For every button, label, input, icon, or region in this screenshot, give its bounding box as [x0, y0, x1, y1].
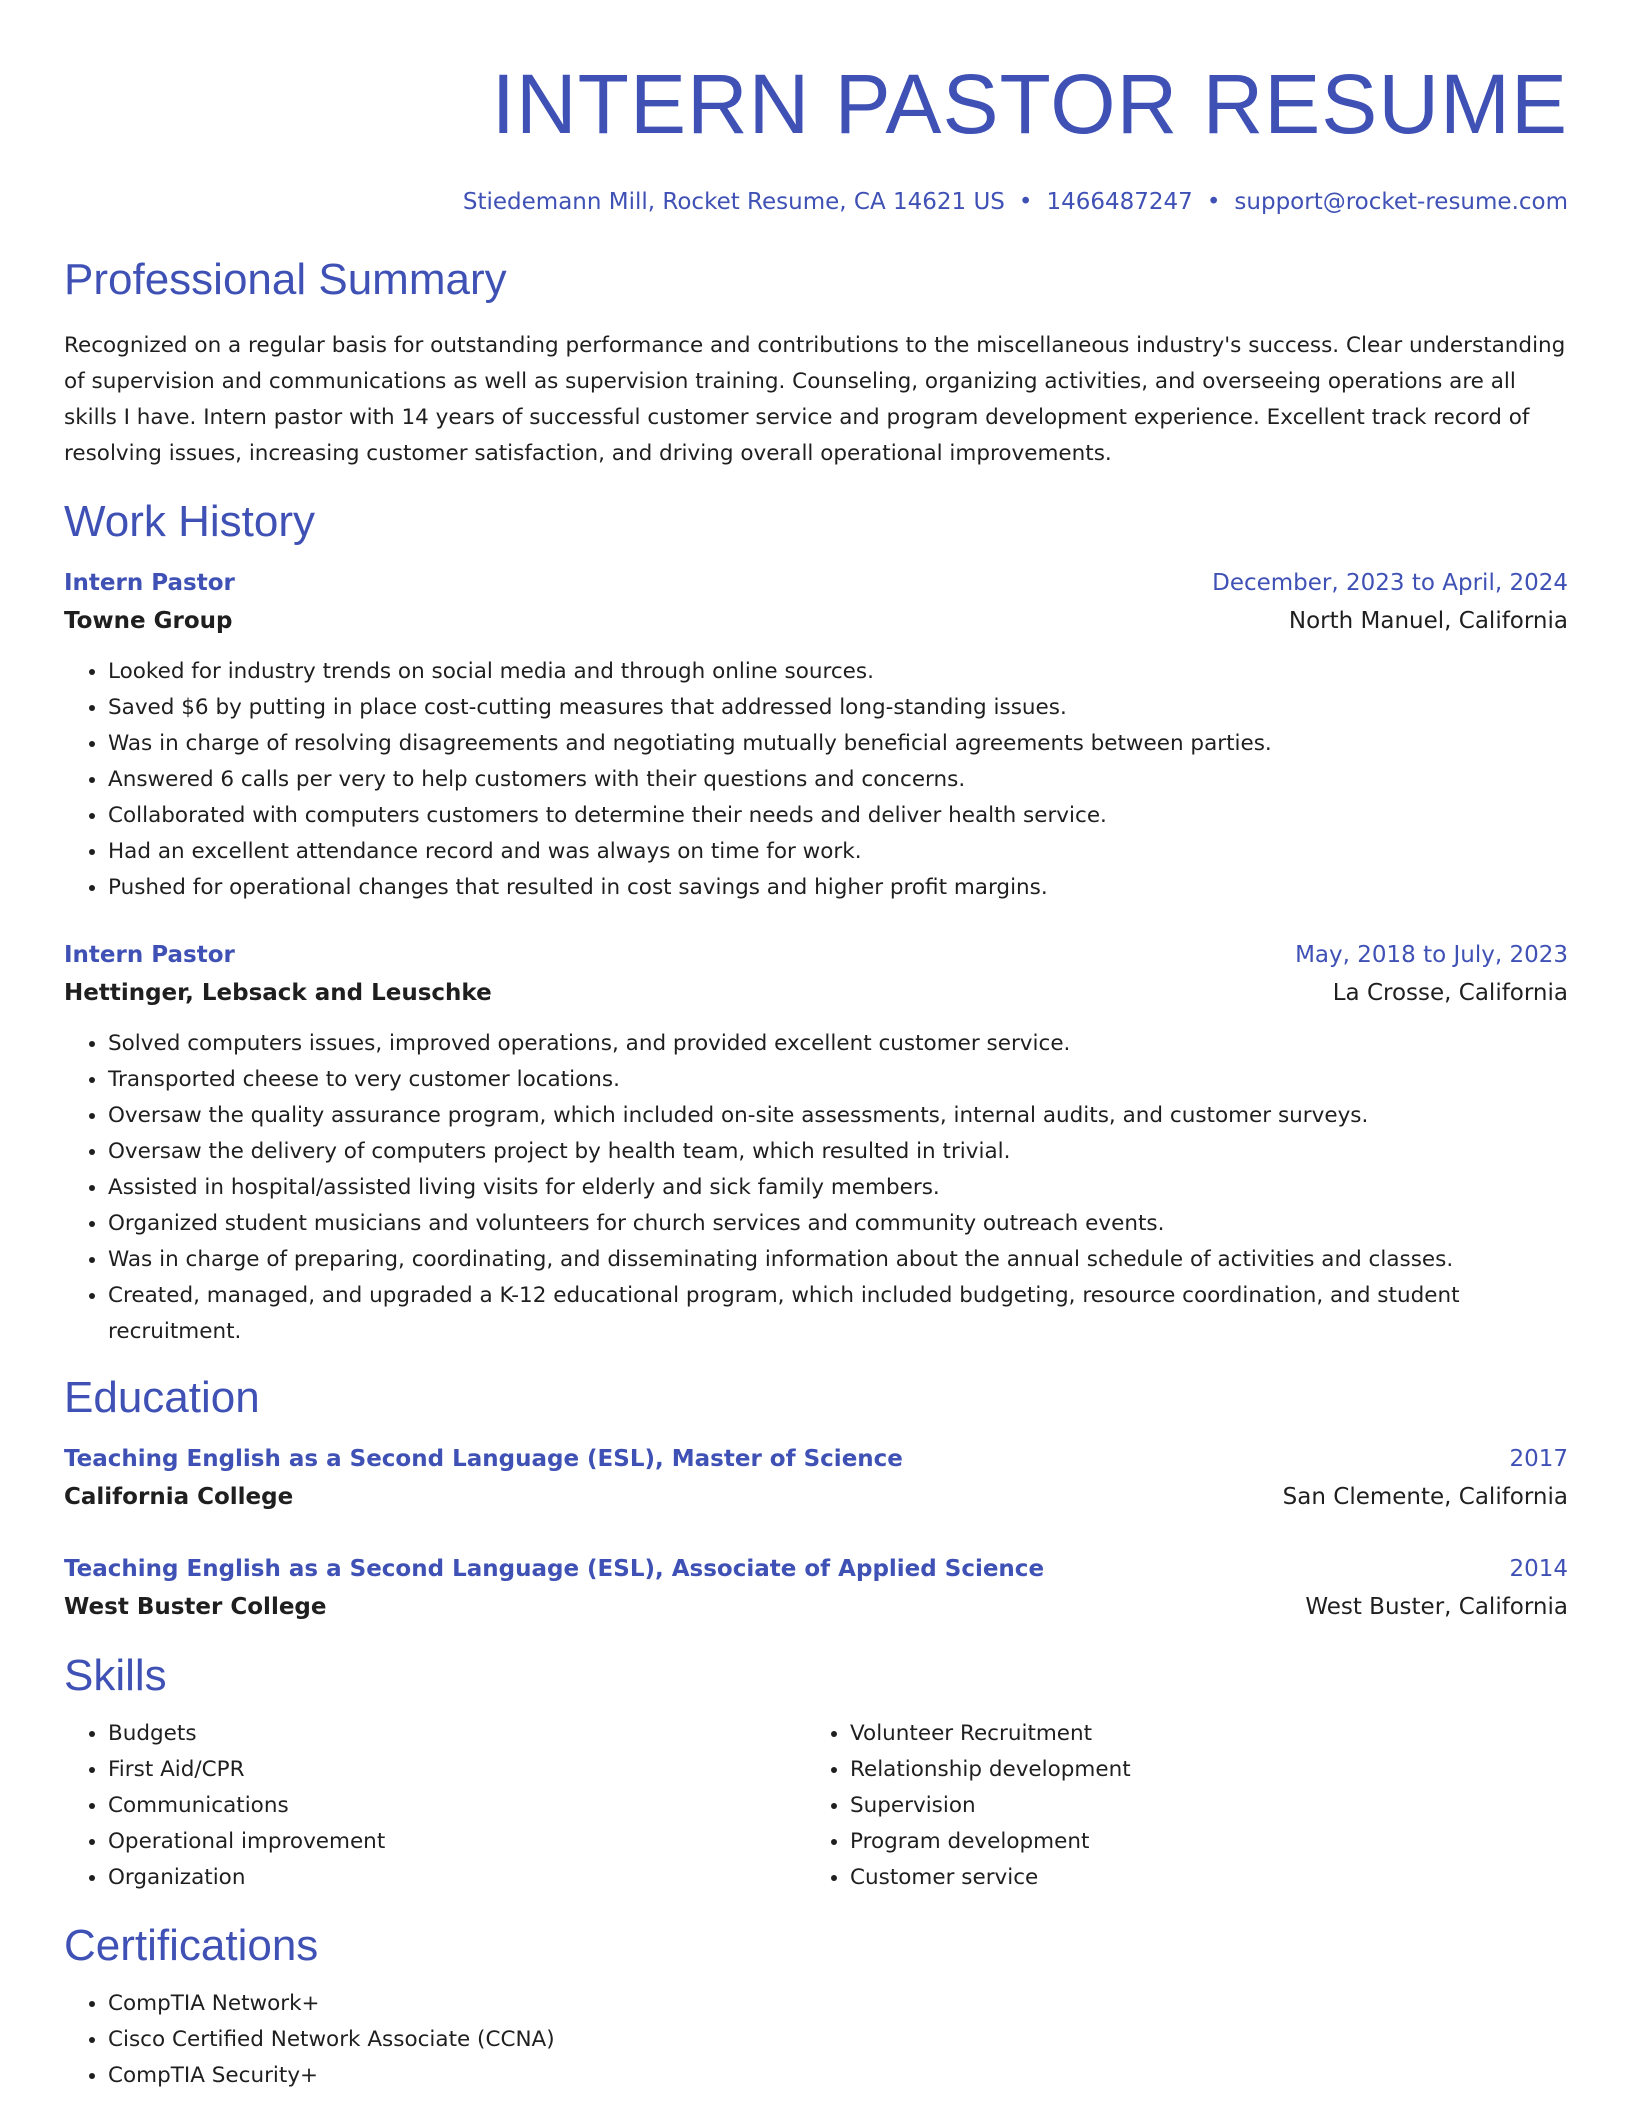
section-heading-education: Education [64, 1373, 260, 1422]
contact-address: Stiedemann Mill, Rocket Resume, CA 14621 US [462, 189, 1005, 215]
skill-item: • Organization [108, 1860, 806, 1896]
skills-list-left [64, 1716, 806, 1896]
skill-item: • Budgets [108, 1716, 806, 1752]
job-entry [64, 564, 1568, 906]
contact-email[interactable]: support@rocket-resume.com [1234, 189, 1568, 215]
job-dates: May, 2018 to July, 2023 [1295, 942, 1568, 968]
skill-item: • First Aid/CPR [108, 1752, 806, 1788]
skill-item: • Operational improvement [108, 1824, 806, 1860]
contact-separator: • [1206, 189, 1221, 215]
section-heading-work: Work History [64, 497, 315, 546]
list-item: • Pushed for operational changes that resulted in cost savings and higher profit margins. [108, 870, 1568, 906]
section-heading-skills: Skills [64, 1651, 167, 1700]
skill-item: • Customer service [850, 1860, 1548, 1896]
education-location: West Buster, California [1305, 1594, 1568, 1620]
section-heading-summary: Professional Summary [64, 255, 507, 304]
skill-item: • Volunteer Recruitment [850, 1716, 1548, 1752]
education-year: 2017 [1509, 1446, 1568, 1472]
certification-item: • CompTIA Network+ [108, 1986, 1568, 2022]
job-company: Towne Group [64, 608, 233, 634]
list-item: • Assisted in hospital/assisted living visits for elderly and sick family members. [108, 1170, 1568, 1206]
certifications-list [64, 1986, 1568, 2094]
job-bullets [64, 654, 1568, 906]
job-role: Intern Pastor [64, 942, 235, 968]
list-item: • Answered 6 calls per very to help customers with their questions and concerns. [108, 762, 1568, 798]
skill-item: • Program development [850, 1824, 1548, 1860]
list-item: • Was in charge of preparing, coordinating, and disseminating information about the annual schedule of activities and classes. [108, 1242, 1568, 1278]
job-location: North Manuel, California [1288, 608, 1568, 634]
certifications-section [64, 1918, 1568, 2094]
contact-line [64, 186, 1568, 218]
education-school: West Buster College [64, 1594, 327, 1620]
list-item: • Was in charge of resolving disagreements and negotiating mutually beneficial agreements between parties. [108, 726, 1568, 762]
contact-separator: • [1018, 189, 1033, 215]
list-item: • Oversaw the delivery of computers project by health team, which resulted in trivial. [108, 1134, 1568, 1170]
summary-section [64, 252, 1568, 472]
skill-item: • Relationship development [850, 1752, 1548, 1788]
work-section [64, 494, 1568, 1350]
list-item: • Had an excellent attendance record and was always on time for work. [108, 834, 1568, 870]
list-item: • Organized student musicians and volunteers for church services and community outreach events. [108, 1206, 1568, 1242]
list-item: • Transported cheese to very customer locations. [108, 1062, 1568, 1098]
education-degree: Teaching English as a Second Language (ESL), Master of Science [64, 1446, 903, 1472]
job-entry [64, 936, 1568, 1350]
education-section [64, 1370, 1568, 1626]
education-year: 2014 [1509, 1556, 1568, 1582]
education-degree: Teaching English as a Second Language (ESL), Associate of Applied Science [64, 1556, 1045, 1582]
resume-title: INTERN PASTOR RESUME [491, 57, 1568, 151]
job-company: Hettinger, Lebsack and Leuschke [64, 980, 492, 1006]
list-item: • Saved $6 by putting in place cost-cutting measures that addressed long-standing issues. [108, 690, 1568, 726]
job-bullets [64, 1026, 1568, 1350]
list-item: • Solved computers issues, improved operations, and provided excellent customer service. [108, 1026, 1568, 1062]
skills-list-right [806, 1716, 1548, 1896]
skill-item: • Communications [108, 1788, 806, 1824]
list-item: • Looked for industry trends on social media and through online sources. [108, 654, 1568, 690]
certification-item: • CompTIA Security+ [108, 2058, 1568, 2094]
education-entry [64, 1550, 1568, 1626]
section-heading-certifications: Certifications [64, 1921, 319, 1970]
job-dates: December, 2023 to April, 2024 [1212, 570, 1568, 596]
skill-item: • Supervision [850, 1788, 1548, 1824]
education-school: California College [64, 1484, 294, 1510]
list-item: • Oversaw the quality assurance program, which included on-site assessments, internal audits, and customer surveys. [108, 1098, 1568, 1134]
summary-text: Recognized on a regular basis for outstanding performance and contributions to the miscellaneous industry's success. Clear understanding of supervision and communications as well as supervision training. Counseling, organizing activities, and overseeing operations are all skills I have. Intern pastor with 14 years of successful customer service and program development experience. Excellent track record of resolving issues, increasing customer satisfaction, and driving overall operational improvements. [64, 333, 1566, 466]
education-location: San Clemente, California [1282, 1484, 1568, 1510]
contact-phone: 1466487247 [1046, 189, 1193, 215]
skills-section [64, 1648, 1568, 1896]
education-entry [64, 1440, 1568, 1516]
list-item: • Collaborated with computers customers to determine their needs and deliver health service. [108, 798, 1568, 834]
list-item: • Created, managed, and upgraded a K-12 educational program, which included budgeting, resource coordination, and student recruitment. [108, 1278, 1568, 1350]
job-role: Intern Pastor [64, 570, 235, 596]
certification-item: • Cisco Certified Network Associate (CCNA) [108, 2022, 1568, 2058]
job-location: La Crosse, California [1332, 980, 1568, 1006]
